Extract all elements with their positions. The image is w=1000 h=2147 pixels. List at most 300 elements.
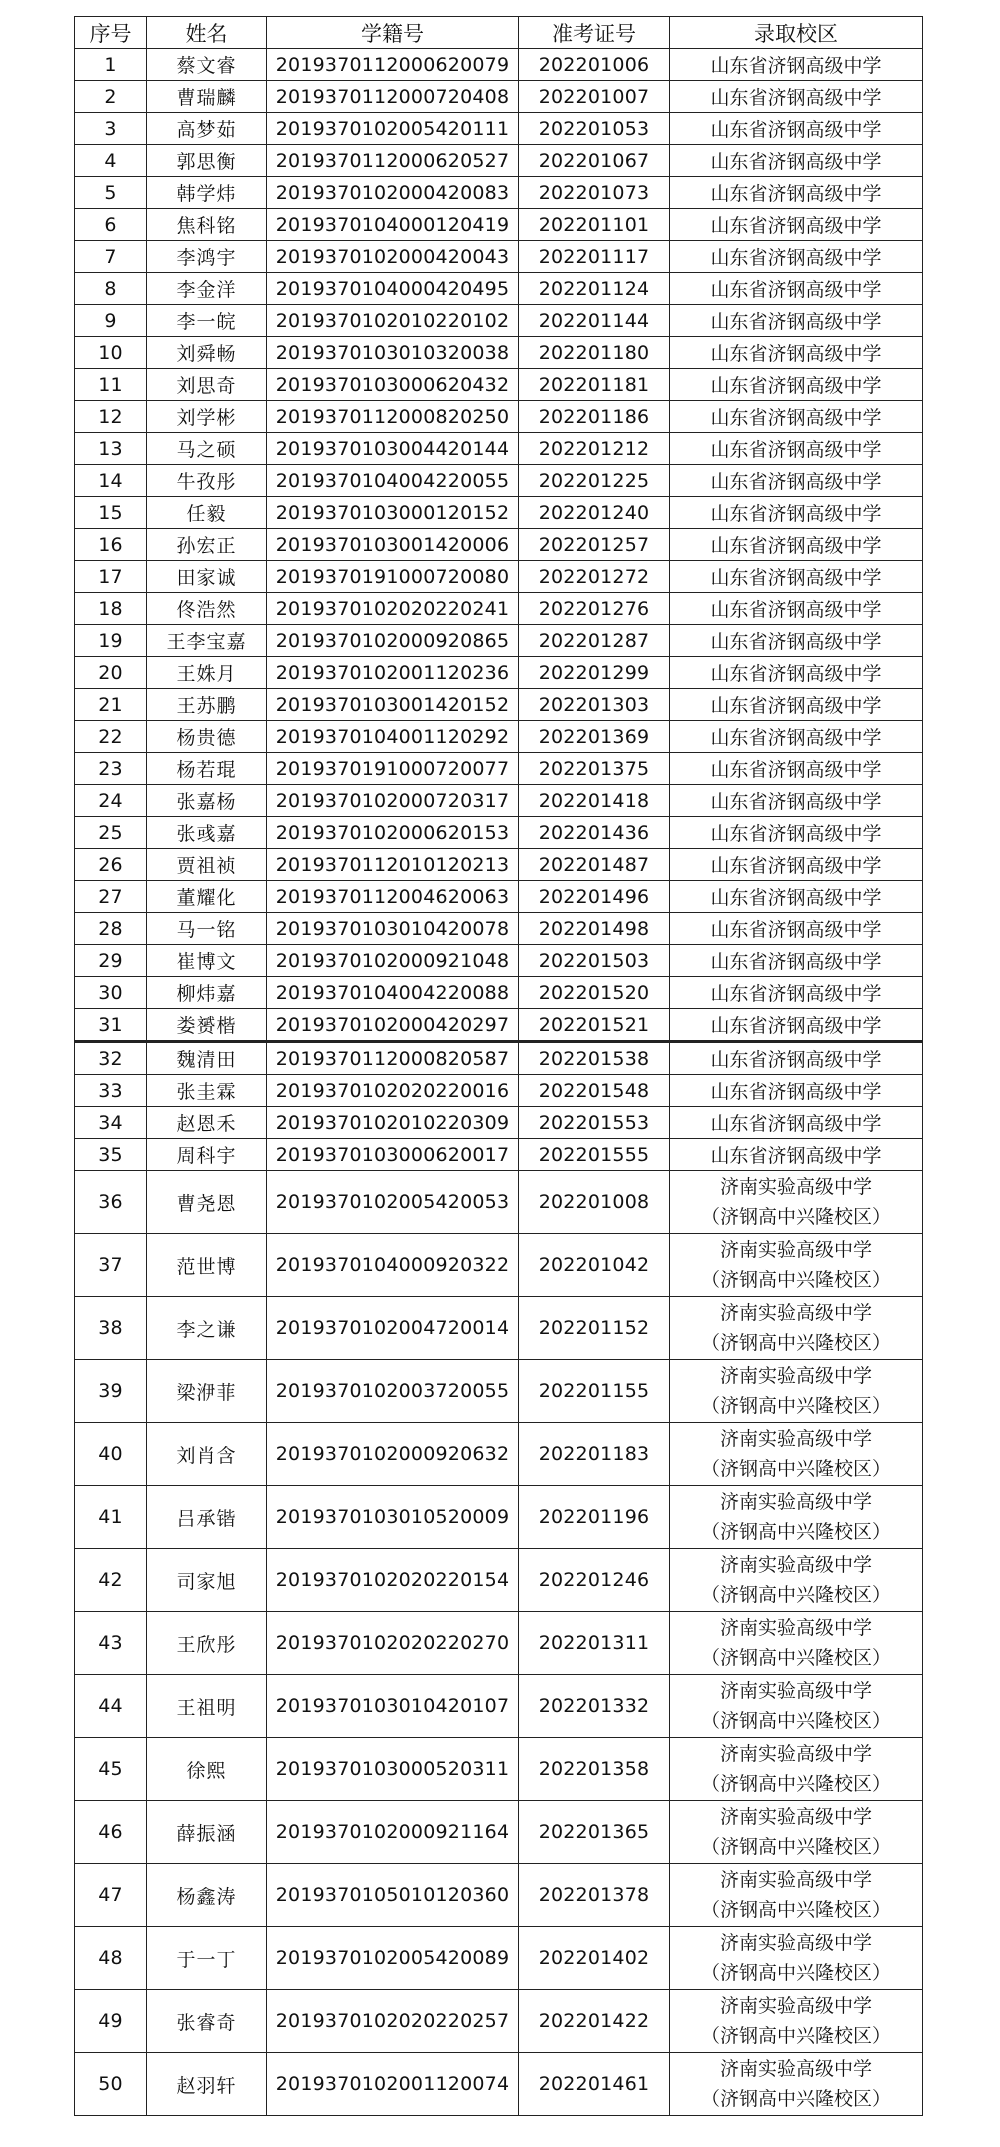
cell-student-id: 2019370112010120213 bbox=[267, 849, 519, 881]
table-row bbox=[75, 1486, 923, 1549]
cell-campus bbox=[670, 529, 923, 561]
cell-exam-id: 202201555 bbox=[519, 1139, 670, 1171]
cell-serial-no: 29 bbox=[75, 945, 147, 977]
table-row bbox=[75, 209, 923, 241]
cell-serial-no: 35 bbox=[75, 1139, 147, 1171]
cell-exam-id: 202201180 bbox=[519, 337, 670, 369]
cell-campus bbox=[670, 1360, 923, 1423]
table-row bbox=[75, 1042, 923, 1075]
cell-campus bbox=[670, 689, 923, 721]
table-row bbox=[75, 145, 923, 177]
cell-name: 焦科铭 bbox=[147, 209, 267, 241]
cell-exam-id: 202201183 bbox=[519, 1423, 670, 1486]
cell-serial-no: 3 bbox=[75, 113, 147, 145]
cell-serial-no: 7 bbox=[75, 241, 147, 273]
cell-exam-id: 202201311 bbox=[519, 1612, 670, 1675]
table-header-row bbox=[75, 17, 923, 49]
table-row bbox=[75, 625, 923, 657]
cell-campus bbox=[670, 273, 923, 305]
cell-campus bbox=[670, 1171, 923, 1234]
table-row bbox=[75, 1171, 923, 1234]
header-student-id: 学籍号 bbox=[267, 17, 519, 49]
cell-student-id: 2019370102004720014 bbox=[267, 1297, 519, 1360]
cell-name: 董耀化 bbox=[147, 881, 267, 913]
header-name: 姓名 bbox=[147, 17, 267, 49]
cell-student-id: 2019370102000921164 bbox=[267, 1801, 519, 1864]
cell-serial-no: 44 bbox=[75, 1675, 147, 1738]
campus-line: 山东省济钢高级中学 bbox=[710, 471, 882, 493]
cell-serial-no: 14 bbox=[75, 465, 147, 497]
cell-exam-id: 202201042 bbox=[519, 1234, 670, 1297]
cell-serial-no: 28 bbox=[75, 913, 147, 945]
table-row bbox=[75, 1360, 923, 1423]
cell-name: 赵羽轩 bbox=[147, 2053, 267, 2116]
cell-exam-id: 202201272 bbox=[519, 561, 670, 593]
cell-name: 周科宇 bbox=[147, 1139, 267, 1171]
cell-exam-id: 202201538 bbox=[519, 1042, 670, 1075]
cell-campus bbox=[670, 1297, 923, 1360]
cell-name: 佟浩然 bbox=[147, 593, 267, 625]
cell-campus bbox=[670, 1549, 923, 1612]
cell-name: 赵恩禾 bbox=[147, 1107, 267, 1139]
table-row bbox=[75, 977, 923, 1009]
cell-serial-no: 4 bbox=[75, 145, 147, 177]
cell-campus bbox=[670, 369, 923, 401]
cell-exam-id: 202201553 bbox=[519, 1107, 670, 1139]
cell-name: 刘思奇 bbox=[147, 369, 267, 401]
cell-name: 范世博 bbox=[147, 1234, 267, 1297]
cell-campus bbox=[670, 753, 923, 785]
cell-campus bbox=[670, 145, 923, 177]
campus-line: 济南实验高级中学 bbox=[719, 1869, 872, 1891]
cell-exam-id: 202201007 bbox=[519, 81, 670, 113]
cell-serial-no: 37 bbox=[75, 1234, 147, 1297]
campus-line: 山东省济钢高级中学 bbox=[710, 599, 882, 621]
cell-campus bbox=[670, 881, 923, 913]
cell-exam-id: 202201181 bbox=[519, 369, 670, 401]
cell-exam-id: 202201144 bbox=[519, 305, 670, 337]
cell-exam-id: 202201276 bbox=[519, 593, 670, 625]
cell-name: 王姝月 bbox=[147, 657, 267, 689]
campus-line: 济南实验高级中学 bbox=[719, 1680, 872, 1702]
table-row bbox=[75, 1738, 923, 1801]
cell-name: 杨若琨 bbox=[147, 753, 267, 785]
table-row bbox=[75, 1009, 923, 1042]
campus-line: 济南实验高级中学 bbox=[719, 1302, 872, 1324]
campus-line: （济钢高中兴隆校区） bbox=[700, 1458, 891, 1480]
cell-serial-no: 49 bbox=[75, 1990, 147, 2053]
header-campus: 录取校区 bbox=[670, 17, 923, 49]
campus-line: （济钢高中兴隆校区） bbox=[700, 1521, 891, 1543]
cell-exam-id: 202201053 bbox=[519, 113, 670, 145]
table-row bbox=[75, 881, 923, 913]
cell-serial-no: 27 bbox=[75, 881, 147, 913]
campus-line: 山东省济钢高级中学 bbox=[710, 407, 882, 429]
table-row bbox=[75, 1927, 923, 1990]
table-row bbox=[75, 721, 923, 753]
campus-line: 山东省济钢高级中学 bbox=[710, 983, 882, 1005]
cell-exam-id: 202201436 bbox=[519, 817, 670, 849]
cell-name: 吕承锴 bbox=[147, 1486, 267, 1549]
cell-exam-id: 202201378 bbox=[519, 1864, 670, 1927]
campus-line: 山东省济钢高级中学 bbox=[710, 727, 882, 749]
cell-campus bbox=[670, 977, 923, 1009]
campus-line: 山东省济钢高级中学 bbox=[710, 247, 882, 269]
cell-name: 薛振涵 bbox=[147, 1801, 267, 1864]
table-row bbox=[75, 1990, 923, 2053]
cell-name: 任毅 bbox=[147, 497, 267, 529]
cell-student-id: 2019370191000720080 bbox=[267, 561, 519, 593]
cell-exam-id: 202201212 bbox=[519, 433, 670, 465]
campus-line: （济钢高中兴隆校区） bbox=[700, 1395, 891, 1417]
cell-exam-id: 202201422 bbox=[519, 1990, 670, 2053]
table-row bbox=[75, 1549, 923, 1612]
table-row bbox=[75, 497, 923, 529]
cell-student-id: 2019370112000620079 bbox=[267, 49, 519, 81]
cell-serial-no: 8 bbox=[75, 273, 147, 305]
cell-name: 李鸿宇 bbox=[147, 241, 267, 273]
cell-name: 韩学炜 bbox=[147, 177, 267, 209]
cell-student-id: 2019370102020220154 bbox=[267, 1549, 519, 1612]
table-row bbox=[75, 1139, 923, 1171]
cell-student-id: 2019370102000420297 bbox=[267, 1009, 519, 1042]
campus-line: 山东省济钢高级中学 bbox=[710, 791, 882, 813]
cell-student-id: 2019370102020220270 bbox=[267, 1612, 519, 1675]
cell-exam-id: 202201196 bbox=[519, 1486, 670, 1549]
cell-name: 马之硕 bbox=[147, 433, 267, 465]
cell-serial-no: 45 bbox=[75, 1738, 147, 1801]
campus-line: 山东省济钢高级中学 bbox=[710, 183, 882, 205]
cell-exam-id: 202201067 bbox=[519, 145, 670, 177]
campus-line: 山东省济钢高级中学 bbox=[710, 279, 882, 301]
cell-exam-id: 202201152 bbox=[519, 1297, 670, 1360]
cell-campus bbox=[670, 913, 923, 945]
table-row bbox=[75, 1612, 923, 1675]
cell-serial-no: 47 bbox=[75, 1864, 147, 1927]
cell-exam-id: 202201487 bbox=[519, 849, 670, 881]
table-row bbox=[75, 113, 923, 145]
campus-line: 山东省济钢高级中学 bbox=[710, 951, 882, 973]
cell-student-id: 2019370102000720317 bbox=[267, 785, 519, 817]
campus-line: 山东省济钢高级中学 bbox=[710, 759, 882, 781]
cell-name: 马一铭 bbox=[147, 913, 267, 945]
cell-student-id: 2019370102001120074 bbox=[267, 2053, 519, 2116]
table-row bbox=[75, 849, 923, 881]
table-row bbox=[75, 1864, 923, 1927]
table-row bbox=[75, 913, 923, 945]
cell-student-id: 2019370103010520009 bbox=[267, 1486, 519, 1549]
cell-exam-id: 202201496 bbox=[519, 881, 670, 913]
cell-student-id: 2019370102010220102 bbox=[267, 305, 519, 337]
campus-line: 山东省济钢高级中学 bbox=[710, 823, 882, 845]
cell-serial-no: 32 bbox=[75, 1042, 147, 1075]
admission-list-document bbox=[74, 16, 922, 2116]
cell-serial-no: 48 bbox=[75, 1927, 147, 1990]
cell-student-id: 2019370102000420083 bbox=[267, 177, 519, 209]
cell-student-id: 2019370102000420043 bbox=[267, 241, 519, 273]
cell-exam-id: 202201358 bbox=[519, 1738, 670, 1801]
cell-serial-no: 38 bbox=[75, 1297, 147, 1360]
cell-campus bbox=[670, 721, 923, 753]
cell-student-id: 2019370103000620017 bbox=[267, 1139, 519, 1171]
cell-name: 梁洢菲 bbox=[147, 1360, 267, 1423]
cell-exam-id: 202201418 bbox=[519, 785, 670, 817]
cell-name: 郭思衡 bbox=[147, 145, 267, 177]
cell-exam-id: 202201101 bbox=[519, 209, 670, 241]
table-body bbox=[75, 49, 923, 2116]
cell-exam-id: 202201520 bbox=[519, 977, 670, 1009]
cell-campus bbox=[670, 1675, 923, 1738]
cell-campus bbox=[670, 1423, 923, 1486]
cell-name: 崔博文 bbox=[147, 945, 267, 977]
cell-name: 张睿奇 bbox=[147, 1990, 267, 2053]
campus-line: 济南实验高级中学 bbox=[719, 1995, 872, 2017]
campus-line: （济钢高中兴隆校区） bbox=[700, 1332, 891, 1354]
cell-name: 刘舜畅 bbox=[147, 337, 267, 369]
table-row bbox=[75, 241, 923, 273]
header-serial-no: 序号 bbox=[75, 17, 147, 49]
cell-name: 田家诚 bbox=[147, 561, 267, 593]
table-row bbox=[75, 1075, 923, 1107]
table-row bbox=[75, 1423, 923, 1486]
campus-line: 山东省济钢高级中学 bbox=[710, 919, 882, 941]
campus-line: （济钢高中兴隆校区） bbox=[700, 1647, 891, 1669]
cell-serial-no: 24 bbox=[75, 785, 147, 817]
cell-student-id: 2019370112000820250 bbox=[267, 401, 519, 433]
table-row bbox=[75, 49, 923, 81]
cell-student-id: 2019370104004220055 bbox=[267, 465, 519, 497]
cell-name: 高梦茹 bbox=[147, 113, 267, 145]
cell-serial-no: 15 bbox=[75, 497, 147, 529]
table-row bbox=[75, 945, 923, 977]
table-row bbox=[75, 1297, 923, 1360]
cell-name: 张圭霖 bbox=[147, 1075, 267, 1107]
cell-student-id: 2019370102020220257 bbox=[267, 1990, 519, 2053]
table-row bbox=[75, 401, 923, 433]
cell-student-id: 2019370102020220241 bbox=[267, 593, 519, 625]
cell-student-id: 2019370104001120292 bbox=[267, 721, 519, 753]
table-row bbox=[75, 337, 923, 369]
cell-campus bbox=[670, 1927, 923, 1990]
cell-name: 李金洋 bbox=[147, 273, 267, 305]
cell-serial-no: 30 bbox=[75, 977, 147, 1009]
cell-campus bbox=[670, 1738, 923, 1801]
campus-line: 山东省济钢高级中学 bbox=[710, 1145, 882, 1167]
cell-student-id: 2019370102000620153 bbox=[267, 817, 519, 849]
cell-name: 王李宝嘉 bbox=[147, 625, 267, 657]
table-row bbox=[75, 1107, 923, 1139]
cell-serial-no: 39 bbox=[75, 1360, 147, 1423]
cell-exam-id: 202201186 bbox=[519, 401, 670, 433]
cell-exam-id: 202201402 bbox=[519, 1927, 670, 1990]
cell-exam-id: 202201498 bbox=[519, 913, 670, 945]
table-row bbox=[75, 369, 923, 401]
cell-exam-id: 202201548 bbox=[519, 1075, 670, 1107]
cell-campus bbox=[670, 497, 923, 529]
cell-exam-id: 202201257 bbox=[519, 529, 670, 561]
cell-student-id: 2019370103000120152 bbox=[267, 497, 519, 529]
campus-line: （济钢高中兴隆校区） bbox=[700, 1206, 891, 1228]
campus-line: 山东省济钢高级中学 bbox=[710, 1049, 882, 1071]
cell-exam-id: 202201332 bbox=[519, 1675, 670, 1738]
table-row bbox=[75, 753, 923, 785]
cell-student-id: 2019370104004220088 bbox=[267, 977, 519, 1009]
campus-line: 山东省济钢高级中学 bbox=[710, 55, 882, 77]
cell-exam-id: 202201365 bbox=[519, 1801, 670, 1864]
cell-serial-no: 22 bbox=[75, 721, 147, 753]
cell-name: 李之谦 bbox=[147, 1297, 267, 1360]
campus-line: 济南实验高级中学 bbox=[719, 1491, 872, 1513]
cell-exam-id: 202201369 bbox=[519, 721, 670, 753]
cell-student-id: 2019370102003720055 bbox=[267, 1360, 519, 1423]
cell-student-id: 2019370102000921048 bbox=[267, 945, 519, 977]
table-row bbox=[75, 305, 923, 337]
cell-serial-no: 34 bbox=[75, 1107, 147, 1139]
campus-line: 山东省济钢高级中学 bbox=[710, 855, 882, 877]
cell-campus bbox=[670, 401, 923, 433]
cell-student-id: 2019370104000120419 bbox=[267, 209, 519, 241]
cell-serial-no: 10 bbox=[75, 337, 147, 369]
table-row bbox=[75, 273, 923, 305]
cell-serial-no: 33 bbox=[75, 1075, 147, 1107]
campus-line: 济南实验高级中学 bbox=[719, 1239, 872, 1261]
cell-serial-no: 50 bbox=[75, 2053, 147, 2116]
campus-line: 山东省济钢高级中学 bbox=[710, 535, 882, 557]
campus-line: （济钢高中兴隆校区） bbox=[700, 2088, 891, 2110]
cell-student-id: 2019370102005420089 bbox=[267, 1927, 519, 1990]
cell-campus bbox=[670, 2053, 923, 2116]
cell-exam-id: 202201117 bbox=[519, 241, 670, 273]
campus-line: （济钢高中兴隆校区） bbox=[700, 1962, 891, 1984]
cell-serial-no: 43 bbox=[75, 1612, 147, 1675]
campus-line: （济钢高中兴隆校区） bbox=[700, 1710, 891, 1732]
cell-name: 刘学彬 bbox=[147, 401, 267, 433]
cell-exam-id: 202201303 bbox=[519, 689, 670, 721]
cell-student-id: 2019370112000820587 bbox=[267, 1042, 519, 1075]
cell-student-id: 2019370105010120360 bbox=[267, 1864, 519, 1927]
campus-line: 山东省济钢高级中学 bbox=[710, 151, 882, 173]
cell-campus bbox=[670, 1107, 923, 1139]
cell-student-id: 2019370103004420144 bbox=[267, 433, 519, 465]
cell-serial-no: 21 bbox=[75, 689, 147, 721]
cell-campus bbox=[670, 785, 923, 817]
campus-line: 山东省济钢高级中学 bbox=[710, 215, 882, 237]
cell-campus bbox=[670, 177, 923, 209]
table-row bbox=[75, 465, 923, 497]
cell-campus bbox=[670, 1801, 923, 1864]
campus-line: 山东省济钢高级中学 bbox=[710, 343, 882, 365]
cell-student-id: 2019370102000920865 bbox=[267, 625, 519, 657]
cell-exam-id: 202201299 bbox=[519, 657, 670, 689]
cell-name: 娄赟楷 bbox=[147, 1009, 267, 1042]
table-row bbox=[75, 177, 923, 209]
campus-line: 山东省济钢高级中学 bbox=[710, 311, 882, 333]
cell-campus bbox=[670, 433, 923, 465]
cell-student-id: 2019370103000520311 bbox=[267, 1738, 519, 1801]
cell-name: 曹尧恩 bbox=[147, 1171, 267, 1234]
cell-exam-id: 202201287 bbox=[519, 625, 670, 657]
cell-serial-no: 6 bbox=[75, 209, 147, 241]
cell-student-id: 2019370102000920632 bbox=[267, 1423, 519, 1486]
cell-campus bbox=[670, 1234, 923, 1297]
cell-name: 李一皖 bbox=[147, 305, 267, 337]
cell-student-id: 2019370103000620432 bbox=[267, 369, 519, 401]
cell-serial-no: 42 bbox=[75, 1549, 147, 1612]
cell-name: 曹瑞麟 bbox=[147, 81, 267, 113]
cell-student-id: 2019370104000420495 bbox=[267, 273, 519, 305]
cell-name: 于一丁 bbox=[147, 1927, 267, 1990]
campus-line: 山东省济钢高级中学 bbox=[710, 567, 882, 589]
cell-campus bbox=[670, 1990, 923, 2053]
campus-line: 山东省济钢高级中学 bbox=[710, 1113, 882, 1135]
campus-line: 山东省济钢高级中学 bbox=[710, 663, 882, 685]
campus-line: 山东省济钢高级中学 bbox=[710, 631, 882, 653]
cell-name: 孙宏正 bbox=[147, 529, 267, 561]
cell-exam-id: 202201375 bbox=[519, 753, 670, 785]
cell-campus bbox=[670, 1612, 923, 1675]
cell-student-id: 2019370112004620063 bbox=[267, 881, 519, 913]
header-exam-id: 准考证号 bbox=[519, 17, 670, 49]
table-row bbox=[75, 657, 923, 689]
cell-student-id: 2019370103001420152 bbox=[267, 689, 519, 721]
cell-student-id: 2019370103001420006 bbox=[267, 529, 519, 561]
cell-serial-no: 36 bbox=[75, 1171, 147, 1234]
cell-exam-id: 202201246 bbox=[519, 1549, 670, 1612]
cell-name: 杨贵德 bbox=[147, 721, 267, 753]
campus-line: 山东省济钢高级中学 bbox=[710, 1081, 882, 1103]
cell-exam-id: 202201124 bbox=[519, 273, 670, 305]
cell-serial-no: 41 bbox=[75, 1486, 147, 1549]
cell-serial-no: 26 bbox=[75, 849, 147, 881]
table-row bbox=[75, 81, 923, 113]
campus-line: 济南实验高级中学 bbox=[719, 1365, 872, 1387]
cell-student-id: 2019370191000720077 bbox=[267, 753, 519, 785]
cell-name: 张嘉杨 bbox=[147, 785, 267, 817]
cell-serial-no: 23 bbox=[75, 753, 147, 785]
table-row bbox=[75, 689, 923, 721]
campus-line: 济南实验高级中学 bbox=[719, 1554, 872, 1576]
campus-line: 济南实验高级中学 bbox=[719, 1617, 872, 1639]
cell-campus bbox=[670, 241, 923, 273]
campus-line: （济钢高中兴隆校区） bbox=[700, 2025, 891, 2047]
campus-line: 山东省济钢高级中学 bbox=[710, 503, 882, 525]
cell-serial-no: 25 bbox=[75, 817, 147, 849]
cell-name: 王苏鹏 bbox=[147, 689, 267, 721]
cell-student-id: 2019370102001120236 bbox=[267, 657, 519, 689]
cell-name: 徐熙 bbox=[147, 1738, 267, 1801]
cell-student-id: 2019370103010420078 bbox=[267, 913, 519, 945]
cell-name: 贾祖祯 bbox=[147, 849, 267, 881]
cell-serial-no: 2 bbox=[75, 81, 147, 113]
cell-serial-no: 46 bbox=[75, 1801, 147, 1864]
cell-serial-no: 1 bbox=[75, 49, 147, 81]
cell-campus bbox=[670, 49, 923, 81]
cell-campus bbox=[670, 817, 923, 849]
cell-serial-no: 20 bbox=[75, 657, 147, 689]
cell-name: 刘肖含 bbox=[147, 1423, 267, 1486]
cell-name: 王欣彤 bbox=[147, 1612, 267, 1675]
campus-line: （济钢高中兴隆校区） bbox=[700, 1899, 891, 1921]
cell-campus bbox=[670, 625, 923, 657]
cell-exam-id: 202201240 bbox=[519, 497, 670, 529]
cell-campus bbox=[670, 561, 923, 593]
cell-campus bbox=[670, 945, 923, 977]
cell-campus bbox=[670, 305, 923, 337]
campus-line: （济钢高中兴隆校区） bbox=[700, 1584, 891, 1606]
cell-serial-no: 9 bbox=[75, 305, 147, 337]
table-row bbox=[75, 1234, 923, 1297]
table-row bbox=[75, 785, 923, 817]
